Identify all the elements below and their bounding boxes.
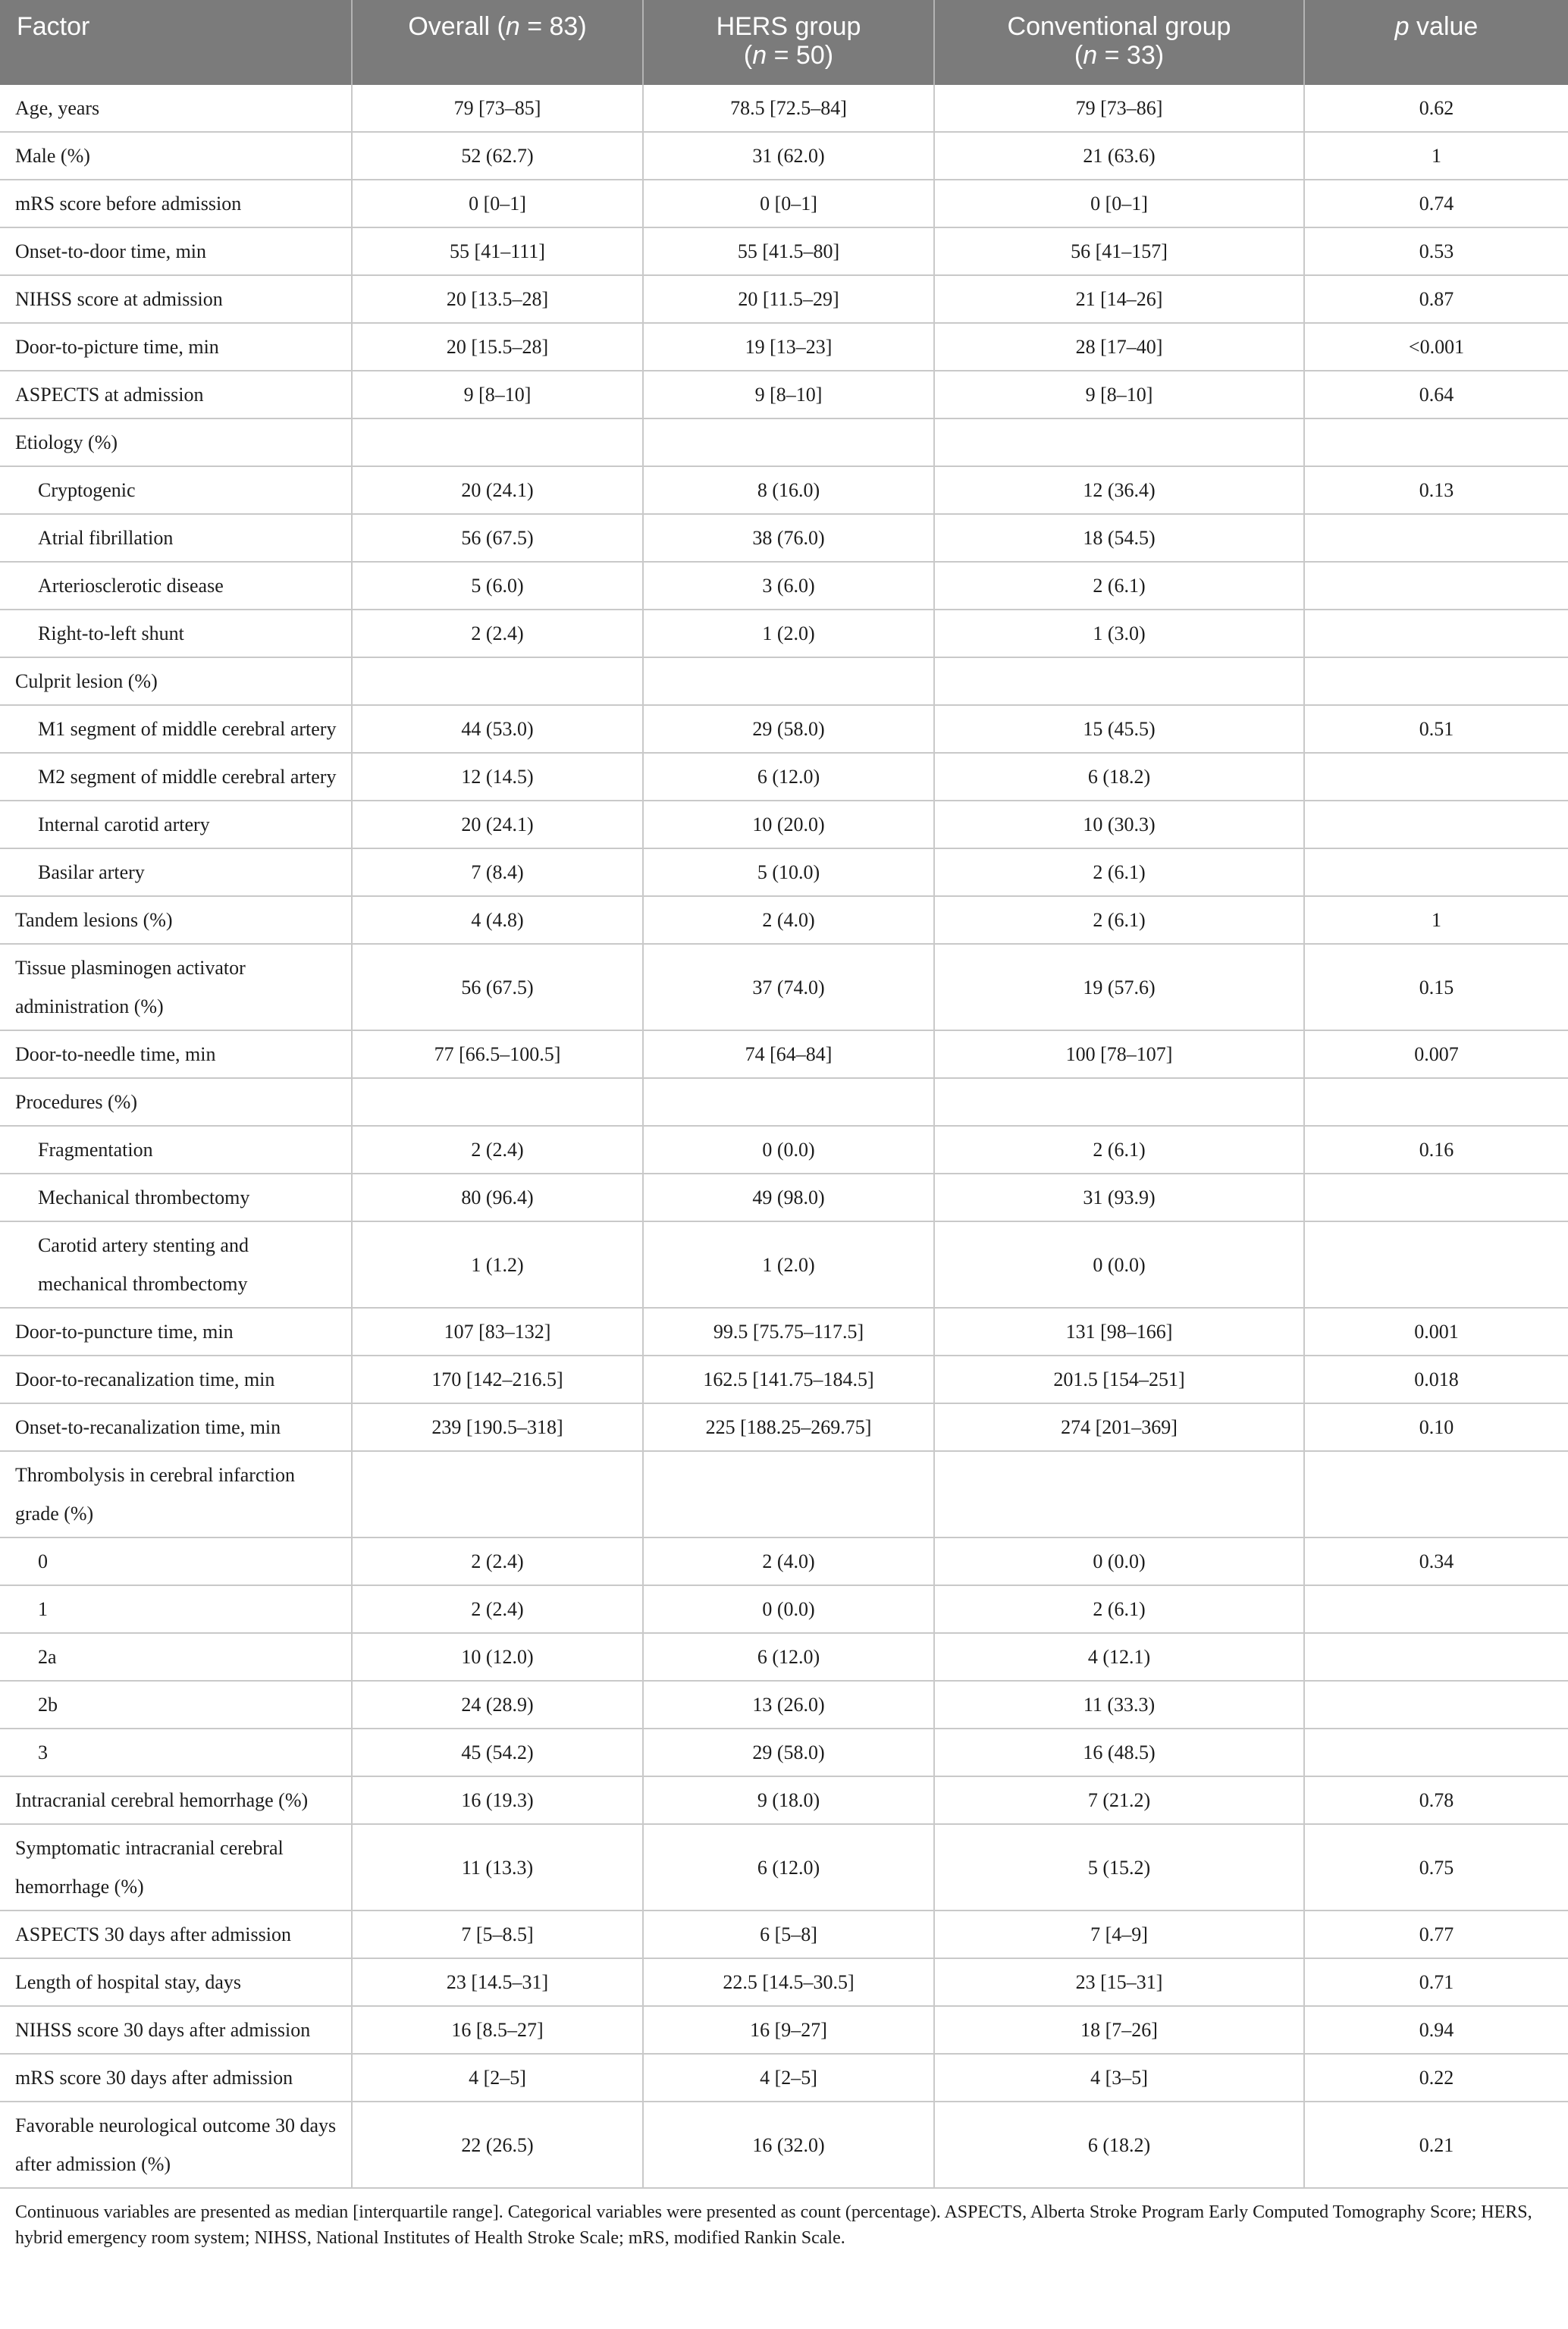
table-row bbox=[0, 944, 1568, 1030]
conventional-cell: 2 (6.1) bbox=[934, 848, 1304, 896]
hers-cell: 6 (12.0) bbox=[643, 753, 934, 801]
overall-cell: 79 [73–85] bbox=[352, 85, 643, 132]
factor-cell: Tissue plasminogen activator administration (%) bbox=[0, 944, 352, 1030]
hers-cell: 6 (12.0) bbox=[643, 1633, 934, 1681]
table-row bbox=[0, 705, 1568, 753]
conventional-cell: 16 (48.5) bbox=[934, 1729, 1304, 1776]
header-conventional: Conventional group (n = 33) bbox=[934, 0, 1304, 85]
conventional-cell: 7 (21.2) bbox=[934, 1776, 1304, 1824]
overall-cell: 20 [13.5–28] bbox=[352, 275, 643, 323]
overall-cell: 80 (96.4) bbox=[352, 1174, 643, 1221]
overall-cell bbox=[352, 657, 643, 705]
overall-cell: 2 (2.4) bbox=[352, 1585, 643, 1633]
factor-cell: 2b bbox=[0, 1681, 352, 1729]
p-value-cell bbox=[1304, 1221, 1568, 1308]
hers-cell: 6 [5–8] bbox=[643, 1911, 934, 1958]
overall-cell: 4 (4.8) bbox=[352, 896, 643, 944]
header-factor-label: Factor bbox=[17, 12, 90, 41]
p-value-cell: 1 bbox=[1304, 896, 1568, 944]
factor-cell: Onset-to-door time, min bbox=[0, 227, 352, 275]
p-value-cell: 0.75 bbox=[1304, 1824, 1568, 1911]
factor-cell: Symptomatic intracranial cerebral hemorrhage (%) bbox=[0, 1824, 352, 1911]
hers-cell: 225 [188.25–269.75] bbox=[643, 1403, 934, 1451]
hers-cell: 1 (2.0) bbox=[643, 610, 934, 657]
conventional-cell: 0 [0–1] bbox=[934, 180, 1304, 227]
factor-cell: mRS score before admission bbox=[0, 180, 352, 227]
factor-cell: NIHSS score 30 days after admission bbox=[0, 2006, 352, 2054]
hers-cell: 6 (12.0) bbox=[643, 1824, 934, 1911]
hers-cell: 55 [41.5–80] bbox=[643, 227, 934, 275]
table-row bbox=[0, 132, 1568, 180]
hers-cell: 0 (0.0) bbox=[643, 1126, 934, 1174]
p-value-cell: 0.13 bbox=[1304, 466, 1568, 514]
p-value-cell: 0.15 bbox=[1304, 944, 1568, 1030]
header-overall: Overall (n = 83) bbox=[352, 0, 643, 85]
conventional-cell bbox=[934, 1078, 1304, 1126]
p-value-cell: 0.21 bbox=[1304, 2102, 1568, 2188]
table-row bbox=[0, 1824, 1568, 1911]
overall-cell: 0 [0–1] bbox=[352, 180, 643, 227]
conventional-cell: 2 (6.1) bbox=[934, 562, 1304, 610]
header-p-value bbox=[1304, 0, 1568, 85]
p-value-cell bbox=[1304, 801, 1568, 848]
conventional-cell: 1 (3.0) bbox=[934, 610, 1304, 657]
header-conventional-n: n bbox=[1083, 41, 1098, 70]
conventional-cell: 23 [15–31] bbox=[934, 1958, 1304, 2006]
table-row bbox=[0, 1221, 1568, 1308]
overall-cell: 44 (53.0) bbox=[352, 705, 643, 753]
table-row bbox=[0, 1958, 1568, 2006]
p-value-cell: 0.001 bbox=[1304, 1308, 1568, 1356]
factor-cell: Atrial fibrillation bbox=[0, 514, 352, 562]
overall-cell: 2 (2.4) bbox=[352, 610, 643, 657]
conventional-cell: 18 (54.5) bbox=[934, 514, 1304, 562]
conventional-cell: 201.5 [154–251] bbox=[934, 1356, 1304, 1403]
p-value-cell bbox=[1304, 1451, 1568, 1538]
conventional-cell: 18 [7–26] bbox=[934, 2006, 1304, 2054]
p-value-cell bbox=[1304, 514, 1568, 562]
p-value-cell bbox=[1304, 1585, 1568, 1633]
table-row bbox=[0, 1078, 1568, 1126]
header-conventional-label: Conventional group bbox=[1007, 12, 1231, 41]
overall-cell: 1 (1.2) bbox=[352, 1221, 643, 1308]
factor-cell: mRS score 30 days after admission bbox=[0, 2054, 352, 2102]
p-value-cell bbox=[1304, 1078, 1568, 1126]
table-row bbox=[0, 1174, 1568, 1221]
header-hers-count: = 50) bbox=[767, 41, 834, 70]
p-value-cell bbox=[1304, 562, 1568, 610]
factor-cell: Age, years bbox=[0, 85, 352, 132]
table-row bbox=[0, 2006, 1568, 2054]
factor-cell: Thrombolysis in cerebral infarction grade (%) bbox=[0, 1451, 352, 1538]
table-row bbox=[0, 2102, 1568, 2188]
conventional-cell: 21 [14–26] bbox=[934, 275, 1304, 323]
table-footnote: Continuous variables are presented as median [interquartile range]. Categorical variables were presented as count (percentage). ASPECTS, Alberta Stroke Program Early Computed Tomography Score; HERS, hybrid emergency room system; NIHSS, National Institutes of Health Stroke Scale; mRS, modified Rankin Scale. bbox=[15, 2202, 1532, 2248]
table-row bbox=[0, 801, 1568, 848]
p-value-cell: 0.10 bbox=[1304, 1403, 1568, 1451]
overall-cell: 23 [14.5–31] bbox=[352, 1958, 643, 2006]
overall-cell: 2 (2.4) bbox=[352, 1538, 643, 1585]
conventional-cell: 0 (0.0) bbox=[934, 1221, 1304, 1308]
hers-cell: 162.5 [141.75–184.5] bbox=[643, 1356, 934, 1403]
factor-cell: Length of hospital stay, days bbox=[0, 1958, 352, 2006]
p-value-cell: 0.51 bbox=[1304, 705, 1568, 753]
hers-cell bbox=[643, 657, 934, 705]
conventional-cell: 2 (6.1) bbox=[934, 1585, 1304, 1633]
conventional-cell: 21 (63.6) bbox=[934, 132, 1304, 180]
conventional-cell: 10 (30.3) bbox=[934, 801, 1304, 848]
hers-cell: 4 [2–5] bbox=[643, 2054, 934, 2102]
hers-cell: 0 [0–1] bbox=[643, 180, 934, 227]
table-row bbox=[0, 466, 1568, 514]
table-row bbox=[0, 1308, 1568, 1356]
factor-cell: Male (%) bbox=[0, 132, 352, 180]
factor-cell: Cryptogenic bbox=[0, 466, 352, 514]
header-hers-label: HERS group bbox=[716, 12, 861, 41]
p-value-cell: 0.53 bbox=[1304, 227, 1568, 275]
table-row bbox=[0, 227, 1568, 275]
p-value-cell bbox=[1304, 848, 1568, 896]
hers-cell: 49 (98.0) bbox=[643, 1174, 934, 1221]
table-row bbox=[0, 323, 1568, 371]
overall-cell: 2 (2.4) bbox=[352, 1126, 643, 1174]
hers-cell: 99.5 [75.75–117.5] bbox=[643, 1308, 934, 1356]
overall-cell bbox=[352, 418, 643, 466]
conventional-cell: 274 [201–369] bbox=[934, 1403, 1304, 1451]
conventional-cell bbox=[934, 1451, 1304, 1538]
factor-cell: Etiology (%) bbox=[0, 418, 352, 466]
hers-cell: 10 (20.0) bbox=[643, 801, 934, 848]
hers-cell: 5 (10.0) bbox=[643, 848, 934, 896]
conventional-cell: 6 (18.2) bbox=[934, 753, 1304, 801]
p-value-cell: 0.64 bbox=[1304, 371, 1568, 418]
factor-cell: Door-to-needle time, min bbox=[0, 1030, 352, 1078]
conventional-cell: 31 (93.9) bbox=[934, 1174, 1304, 1221]
overall-cell: 7 (8.4) bbox=[352, 848, 643, 896]
hers-cell: 2 (4.0) bbox=[643, 1538, 934, 1585]
overall-cell: 22 (26.5) bbox=[352, 2102, 643, 2188]
p-value-cell: 0.34 bbox=[1304, 1538, 1568, 1585]
hers-cell: 16 (32.0) bbox=[643, 2102, 934, 2188]
table-header bbox=[0, 0, 1568, 85]
table-row bbox=[0, 1585, 1568, 1633]
factor-cell: 2a bbox=[0, 1633, 352, 1681]
conventional-cell: 6 (18.2) bbox=[934, 2102, 1304, 2188]
overall-cell: 170 [142–216.5] bbox=[352, 1356, 643, 1403]
hers-cell bbox=[643, 418, 934, 466]
conventional-cell: 131 [98–166] bbox=[934, 1308, 1304, 1356]
hers-cell: 22.5 [14.5–30.5] bbox=[643, 1958, 934, 2006]
hers-cell bbox=[643, 1451, 934, 1538]
overall-cell: 12 (14.5) bbox=[352, 753, 643, 801]
table-row bbox=[0, 1681, 1568, 1729]
hers-cell: 1 (2.0) bbox=[643, 1221, 934, 1308]
overall-cell: 9 [8–10] bbox=[352, 371, 643, 418]
overall-cell: 16 (19.3) bbox=[352, 1776, 643, 1824]
factor-cell: ASPECTS at admission bbox=[0, 371, 352, 418]
factor-cell: Intracranial cerebral hemorrhage (%) bbox=[0, 1776, 352, 1824]
factor-cell: Carotid artery stenting and mechanical thrombectomy bbox=[0, 1221, 352, 1308]
p-value-cell bbox=[1304, 1633, 1568, 1681]
hers-cell: 20 [11.5–29] bbox=[643, 275, 934, 323]
table-row bbox=[0, 610, 1568, 657]
table-row bbox=[0, 418, 1568, 466]
overall-cell: 55 [41–111] bbox=[352, 227, 643, 275]
factor-cell: Door-to-puncture time, min bbox=[0, 1308, 352, 1356]
overall-cell: 20 (24.1) bbox=[352, 801, 643, 848]
table-row bbox=[0, 1633, 1568, 1681]
p-value-cell: 0.77 bbox=[1304, 1911, 1568, 1958]
p-value-cell: 0.018 bbox=[1304, 1356, 1568, 1403]
conventional-cell bbox=[934, 657, 1304, 705]
p-value-cell: 0.62 bbox=[1304, 85, 1568, 132]
factor-cell: Onset-to-recanalization time, min bbox=[0, 1403, 352, 1451]
header-row bbox=[0, 0, 1568, 85]
overall-cell: 24 (28.9) bbox=[352, 1681, 643, 1729]
header-overall-n: n bbox=[505, 12, 520, 41]
overall-cell: 56 (67.5) bbox=[352, 514, 643, 562]
table-row bbox=[0, 2054, 1568, 2102]
conventional-cell: 79 [73–86] bbox=[934, 85, 1304, 132]
overall-cell bbox=[352, 1078, 643, 1126]
table-row bbox=[0, 180, 1568, 227]
p-value-cell: <0.001 bbox=[1304, 323, 1568, 371]
header-p-italic: p bbox=[1394, 12, 1410, 41]
factor-cell: Tandem lesions (%) bbox=[0, 896, 352, 944]
hers-cell: 0 (0.0) bbox=[643, 1585, 934, 1633]
factor-cell: ASPECTS 30 days after admission bbox=[0, 1911, 352, 1958]
overall-cell: 52 (62.7) bbox=[352, 132, 643, 180]
p-value-cell: 0.71 bbox=[1304, 1958, 1568, 2006]
header-hers-n: n bbox=[752, 41, 767, 70]
conventional-cell: 7 [4–9] bbox=[934, 1911, 1304, 1958]
header-conventional-count: = 33) bbox=[1097, 41, 1165, 70]
factor-cell: Internal carotid artery bbox=[0, 801, 352, 848]
p-value-cell: 0.22 bbox=[1304, 2054, 1568, 2102]
p-value-cell: 1 bbox=[1304, 132, 1568, 180]
table-row bbox=[0, 1030, 1568, 1078]
conventional-cell: 0 (0.0) bbox=[934, 1538, 1304, 1585]
hers-cell: 29 (58.0) bbox=[643, 705, 934, 753]
hers-cell: 9 (18.0) bbox=[643, 1776, 934, 1824]
overall-cell: 11 (13.3) bbox=[352, 1824, 643, 1911]
table-row bbox=[0, 1451, 1568, 1538]
overall-cell: 56 (67.5) bbox=[352, 944, 643, 1030]
conventional-cell: 4 [3–5] bbox=[934, 2054, 1304, 2102]
factor-cell: 0 bbox=[0, 1538, 352, 1585]
factor-cell: Procedures (%) bbox=[0, 1078, 352, 1126]
table-row bbox=[0, 1356, 1568, 1403]
factor-cell: M2 segment of middle cerebral artery bbox=[0, 753, 352, 801]
factor-cell: 3 bbox=[0, 1729, 352, 1776]
p-value-cell: 0.94 bbox=[1304, 2006, 1568, 2054]
overall-cell: 16 [8.5–27] bbox=[352, 2006, 643, 2054]
table-row bbox=[0, 1538, 1568, 1585]
hers-cell: 29 (58.0) bbox=[643, 1729, 934, 1776]
header-overall-label: Overall bbox=[408, 12, 491, 41]
p-value-cell: 0.007 bbox=[1304, 1030, 1568, 1078]
conventional-cell: 9 [8–10] bbox=[934, 371, 1304, 418]
conventional-cell: 5 (15.2) bbox=[934, 1824, 1304, 1911]
table-row bbox=[0, 896, 1568, 944]
hers-cell: 16 [9–27] bbox=[643, 2006, 934, 2054]
conventional-cell: 100 [78–107] bbox=[934, 1030, 1304, 1078]
p-value-cell: 0.16 bbox=[1304, 1126, 1568, 1174]
conventional-cell: 2 (6.1) bbox=[934, 896, 1304, 944]
factor-cell: Right-to-left shunt bbox=[0, 610, 352, 657]
overall-cell: 77 [66.5–100.5] bbox=[352, 1030, 643, 1078]
p-value-cell bbox=[1304, 610, 1568, 657]
table-row bbox=[0, 514, 1568, 562]
conventional-cell: 15 (45.5) bbox=[934, 705, 1304, 753]
factor-cell: Fragmentation bbox=[0, 1126, 352, 1174]
overall-cell: 4 [2–5] bbox=[352, 2054, 643, 2102]
hers-cell: 9 [8–10] bbox=[643, 371, 934, 418]
hers-cell: 37 (74.0) bbox=[643, 944, 934, 1030]
overall-cell: 20 [15.5–28] bbox=[352, 323, 643, 371]
hers-cell: 31 (62.0) bbox=[643, 132, 934, 180]
p-value-cell bbox=[1304, 1729, 1568, 1776]
factor-cell: Door-to-picture time, min bbox=[0, 323, 352, 371]
table-row bbox=[0, 657, 1568, 705]
conventional-cell: 56 [41–157] bbox=[934, 227, 1304, 275]
p-value-cell bbox=[1304, 753, 1568, 801]
conventional-cell: 2 (6.1) bbox=[934, 1126, 1304, 1174]
factor-cell: Culprit lesion (%) bbox=[0, 657, 352, 705]
factor-cell: M1 segment of middle cerebral artery bbox=[0, 705, 352, 753]
table-row bbox=[0, 1776, 1568, 1824]
overall-cell: 5 (6.0) bbox=[352, 562, 643, 610]
factor-cell: Mechanical thrombectomy bbox=[0, 1174, 352, 1221]
table-row bbox=[0, 1729, 1568, 1776]
hers-cell: 78.5 [72.5–84] bbox=[643, 85, 934, 132]
hers-cell: 8 (16.0) bbox=[643, 466, 934, 514]
factor-cell: 1 bbox=[0, 1585, 352, 1633]
header-p-label: value bbox=[1409, 12, 1479, 41]
table-row bbox=[0, 1126, 1568, 1174]
header-overall-count: = 83) bbox=[519, 12, 587, 41]
table-body bbox=[0, 85, 1568, 2188]
hers-cell: 3 (6.0) bbox=[643, 562, 934, 610]
overall-cell: 20 (24.1) bbox=[352, 466, 643, 514]
overall-cell: 45 (54.2) bbox=[352, 1729, 643, 1776]
hers-cell: 13 (26.0) bbox=[643, 1681, 934, 1729]
table-row bbox=[0, 1403, 1568, 1451]
hers-cell: 74 [64–84] bbox=[643, 1030, 934, 1078]
hers-cell: 19 [13–23] bbox=[643, 323, 934, 371]
hers-cell: 38 (76.0) bbox=[643, 514, 934, 562]
table-row bbox=[0, 371, 1568, 418]
conventional-cell: 11 (33.3) bbox=[934, 1681, 1304, 1729]
overall-cell bbox=[352, 1451, 643, 1538]
conventional-cell bbox=[934, 418, 1304, 466]
header-factor bbox=[0, 0, 352, 85]
conventional-cell: 19 (57.6) bbox=[934, 944, 1304, 1030]
overall-cell: 239 [190.5–318] bbox=[352, 1403, 643, 1451]
table-row bbox=[0, 1911, 1568, 1958]
p-value-cell bbox=[1304, 1174, 1568, 1221]
p-value-cell bbox=[1304, 657, 1568, 705]
table-row bbox=[0, 562, 1568, 610]
overall-cell: 7 [5–8.5] bbox=[352, 1911, 643, 1958]
p-value-cell bbox=[1304, 418, 1568, 466]
conventional-cell: 4 (12.1) bbox=[934, 1633, 1304, 1681]
p-value-cell bbox=[1304, 1681, 1568, 1729]
factor-cell: Door-to-recanalization time, min bbox=[0, 1356, 352, 1403]
factor-cell: NIHSS score at admission bbox=[0, 275, 352, 323]
hers-cell: 2 (4.0) bbox=[643, 896, 934, 944]
header-hers: HERS group (n = 50) bbox=[643, 0, 934, 85]
table-row bbox=[0, 85, 1568, 132]
p-value-cell: 0.87 bbox=[1304, 275, 1568, 323]
factor-cell: Basilar artery bbox=[0, 848, 352, 896]
overall-cell: 10 (12.0) bbox=[352, 1633, 643, 1681]
factor-cell: Arteriosclerotic disease bbox=[0, 562, 352, 610]
overall-cell: 107 [83–132] bbox=[352, 1308, 643, 1356]
conventional-cell: 12 (36.4) bbox=[934, 466, 1304, 514]
table-row bbox=[0, 753, 1568, 801]
p-value-cell: 0.78 bbox=[1304, 1776, 1568, 1824]
conventional-cell: 28 [17–40] bbox=[934, 323, 1304, 371]
p-value-cell: 0.74 bbox=[1304, 180, 1568, 227]
table-row bbox=[0, 275, 1568, 323]
factor-cell: Favorable neurological outcome 30 days after admission (%) bbox=[0, 2102, 352, 2188]
hers-cell bbox=[643, 1078, 934, 1126]
table-row bbox=[0, 848, 1568, 896]
